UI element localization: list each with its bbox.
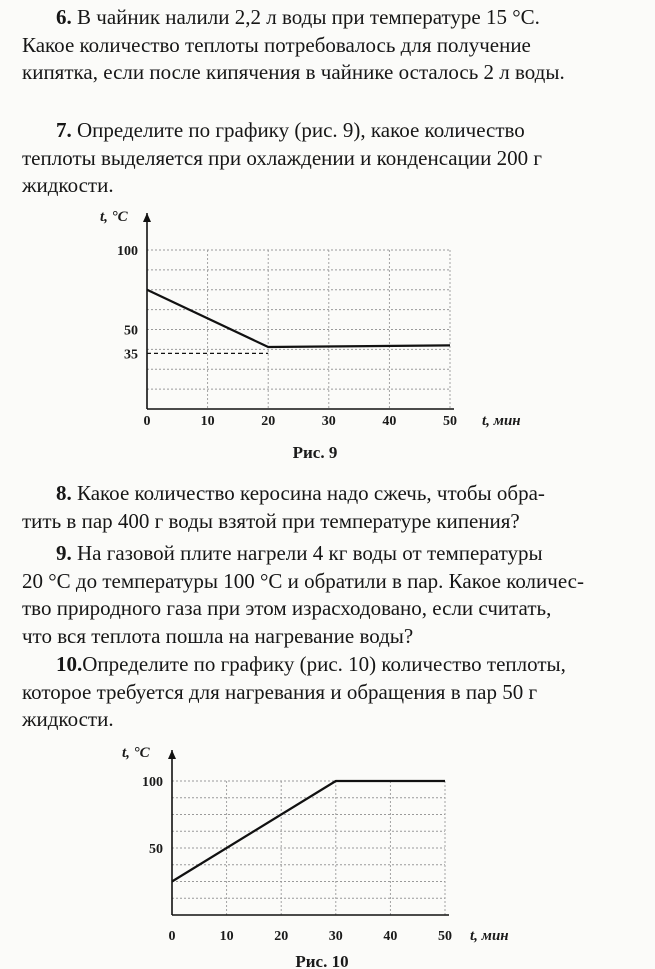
problem-9-line-2: 20 °С до температуры 100 °С и обратили в пар. Какое количес- <box>22 568 584 593</box>
chart-10-x-tick-label: 50 <box>438 929 452 944</box>
problem-10-line-3: жидкости. <box>22 707 114 731</box>
chart-10-x-tick-label: 10 <box>219 929 234 944</box>
chart-9-x-tick-label: 30 <box>321 414 336 429</box>
chart-10-y-axis-label: t, °С <box>122 745 150 761</box>
chart-10-y-tick-label: 100 <box>142 775 163 790</box>
chart-9-y-axis-arrow <box>143 213 151 222</box>
chart-9-series-line <box>147 290 450 347</box>
problem-7-line-2: теплоты выделяется при охлаждении и конденсации 200 г <box>22 145 542 170</box>
chart-9-y-tick-label: 50 <box>124 323 138 339</box>
problem-10-line-1: Определите по графику (рис. 10) количество теплоты, <box>82 652 566 676</box>
problem-9-number: 9. <box>56 541 72 565</box>
chart-9-y-axis-label: t, °С <box>100 209 128 225</box>
chart-9-x-axis-label: t, мин <box>482 413 521 429</box>
chart-10-x-tick-label: 40 <box>383 929 398 944</box>
chart-10-y-tick-label: 50 <box>149 842 163 857</box>
chart-9-x-tick-label: 20 <box>261 414 276 429</box>
chart-10-series-line <box>172 781 445 882</box>
chart-10-x-tick-label: 0 <box>168 929 176 944</box>
problem-10 <box>22 651 622 734</box>
problem-8-line-1: Какое количество керосина надо сжечь, чтобы обра- <box>77 481 545 505</box>
chart-10-x-tick-label: 30 <box>328 929 343 944</box>
chart-9-x-tick-label: 0 <box>143 414 151 429</box>
chart-9-x-tick-label: 40 <box>382 414 397 429</box>
problem-8 <box>22 480 622 535</box>
problem-9-line-3: тво природного газа при этом израсходовано, если считать, <box>22 596 552 620</box>
problem-6-line-2: Какое количество теплоты потребовалось для получение <box>22 32 531 57</box>
chart-9-x-tick-label: 10 <box>200 414 215 429</box>
chart-10-y-axis-arrow <box>168 750 176 759</box>
problem-8-number: 8. <box>56 481 72 505</box>
chart-10-x-axis-label: t, мин <box>470 928 509 944</box>
chart-9-y-tick-label: 100 <box>117 244 138 259</box>
chart-10-caption: Рис. 10 <box>295 952 349 969</box>
problem-8-line-2: тить в пар 400 г воды взятой при температуре кипения? <box>22 508 520 533</box>
problem-6 <box>22 4 622 87</box>
problem-9-line-1: На газовой плите нагрели 4 кг воды от температуры <box>77 541 543 565</box>
problem-9-line-4: что вся теплота пошла на нагревание воды? <box>22 623 414 648</box>
chart-9-x-tick-label: 50 <box>443 414 457 429</box>
problem-9 <box>22 540 622 650</box>
chart-10-x-tick-label: 20 <box>274 929 289 944</box>
problem-10-number: 10. <box>56 652 83 676</box>
problem-7-line-1: Определите по графику (рис. 9), какое количество <box>77 118 525 142</box>
problem-7-number: 7. <box>56 118 72 142</box>
problem-6-line-3: кипятка, если после кипячения в чайнике осталось 2 л воды. <box>22 60 565 84</box>
problem-6-number: 6. <box>56 5 72 29</box>
chart-9-caption: Рис. 9 <box>292 443 338 462</box>
problem-7 <box>22 117 622 200</box>
problem-7-line-3: жидкости. <box>22 173 114 197</box>
problem-6-line-1: В чайник налили 2,2 л воды при температуре 15 °С. <box>77 5 540 29</box>
chart-9-y-tick-label: 35 <box>124 347 138 363</box>
problem-10-line-2: которое требуется для нагревания и обращения в пар 50 г <box>22 679 538 704</box>
